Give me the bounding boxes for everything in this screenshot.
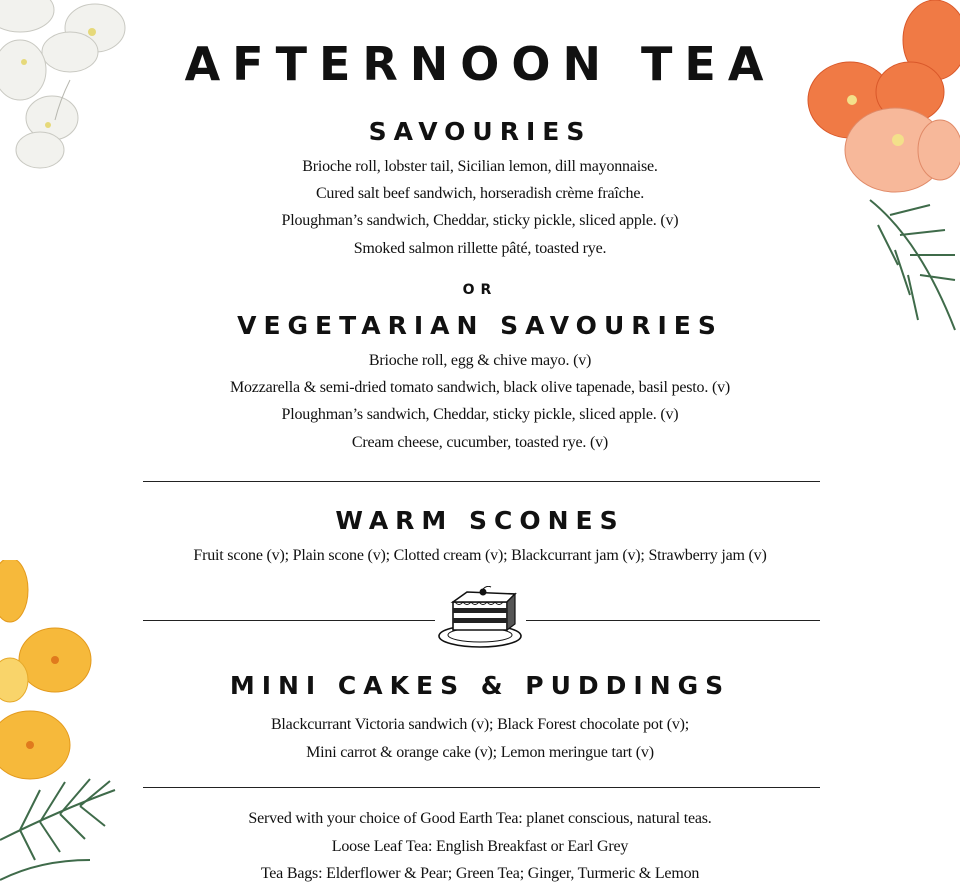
menu-item: Smoked salmon rillette pâté, toasted rye. <box>353 240 607 257</box>
section-divider <box>143 787 820 788</box>
savouries-heading: SAVOURIES <box>368 117 592 146</box>
menu-item: Brioche roll, lobster tail, Sicilian lemon, dill mayonnaise. <box>302 158 658 175</box>
menu-item: Ploughman’s sandwich, Cheddar, sticky pickle, sliced apple. (v) <box>281 212 679 229</box>
mini-cakes-heading: MINI CAKES & PUDDINGS <box>229 671 731 700</box>
tea-option: Loose Leaf Tea: English Breakfast or Earl Grey <box>331 838 629 855</box>
menu-item: Blackcurrant Victoria sandwich (v); Black Forest chocolate pot (v); <box>270 716 690 733</box>
menu-item: Brioche roll, egg & chive mayo. (v) <box>368 352 592 369</box>
tea-note: Served with your choice of Good Earth Tea: planet conscious, natural teas. <box>248 810 712 827</box>
menu-item: Ploughman’s sandwich, Cheddar, sticky pickle, sliced apple. (v) <box>281 406 679 423</box>
menu-item: Cream cheese, cucumber, toasted rye. (v) <box>351 434 609 451</box>
section-divider-right <box>526 620 820 621</box>
menu-item: Mozzarella & semi-dried tomato sandwich, black olive tapenade, basil pesto. (v) <box>229 379 731 396</box>
section-divider-left <box>143 620 435 621</box>
page-title: AFTERNOON TEA <box>184 37 776 91</box>
menu-item: Mini carrot & orange cake (v); Lemon meringue tart (v) <box>306 744 654 761</box>
menu-item: Cured salt beef sandwich, horseradish crème fraîche. <box>315 185 645 202</box>
cake-slice-icon <box>437 586 523 650</box>
section-divider <box>143 481 820 482</box>
warm-scones-heading: WARM SCONES <box>335 506 625 535</box>
tea-option: Tea Bags: Elderflower & Pear; Green Tea; Ginger, Turmeric & Lemon <box>260 865 700 882</box>
menu-item: Fruit scone (v); Plain scone (v); Clotted cream (v); Blackcurrant jam (v); Strawberry jam (v) <box>193 547 767 564</box>
vegetarian-savouries-heading: VEGETARIAN SAVOURIES <box>237 311 723 340</box>
or-separator: OR <box>462 282 498 298</box>
